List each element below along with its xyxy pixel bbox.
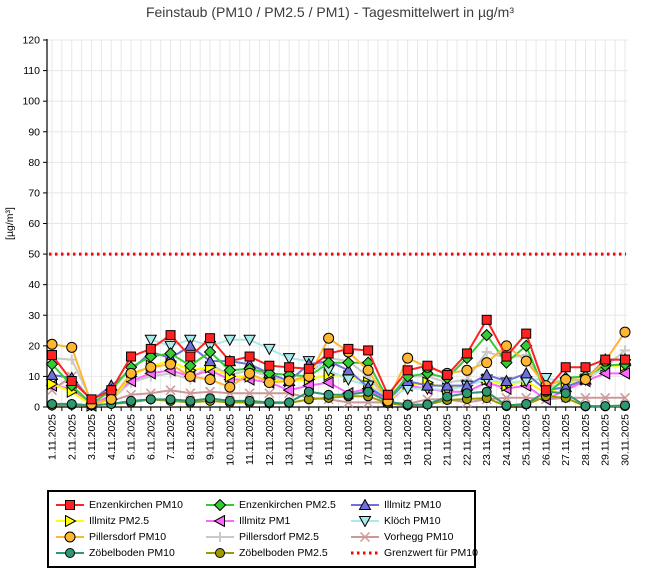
y-axis-title: [µg/m³] [4,207,16,240]
legend-label: Illmitz PM2.5 [89,515,150,527]
legend-marker-illmitz-pm2-5 [55,515,85,527]
svg-text:13.11.2025: 13.11.2025 [283,414,296,466]
legend-marker-grenzwert-f-r-pm10 [350,547,380,559]
svg-text:6.11.2025: 6.11.2025 [145,414,158,460]
legend-marker-z-belboden-pm2-5 [205,547,235,559]
legend-label: Illmitz PM1 [239,515,291,527]
svg-text:22.11.2025: 22.11.2025 [461,414,474,466]
svg-text:90: 90 [28,126,40,139]
svg-text:0: 0 [34,401,40,414]
legend-marker-enzenkirchen-pm2-5 [205,499,235,511]
chart-title: Feinstaub (PM10 / PM2.5 / PM1) - Tagesmittelwert in µg/m³ [145,4,515,20]
svg-text:2.11.2025: 2.11.2025 [66,414,79,460]
legend-item-illmitz-pm10 [350,497,468,513]
legend-item-illmitz-pm1 [205,513,350,529]
svg-text:28.11.2025: 28.11.2025 [579,414,592,466]
svg-text:26.11.2025: 26.11.2025 [540,414,553,466]
svg-text:11.11.2025: 11.11.2025 [244,414,257,465]
svg-text:60: 60 [28,218,40,230]
legend-item-pillersdorf-pm2-5 [205,529,350,545]
legend-label: Vorhegg PM10 [384,531,454,543]
svg-text:12.11.2025: 12.11.2025 [263,414,276,466]
svg-text:10: 10 [28,370,40,383]
chart-legend [47,490,476,568]
svg-text:23.11.2025: 23.11.2025 [481,414,494,466]
svg-text:5.11.2025: 5.11.2025 [125,414,138,460]
svg-text:15.11.2025: 15.11.2025 [323,414,336,466]
legend-item-enzenkirchen-pm2-5 [205,497,350,513]
legend-label: Klöch PM10 [384,515,441,527]
legend-item-pillersdorf-pm10 [55,529,205,545]
legend-marker-pillersdorf-pm10 [55,531,85,543]
legend-item-illmitz-pm2-5 [55,513,205,529]
legend-label: Enzenkirchen PM10 [89,499,183,511]
y-axis-labels [22,35,40,414]
legend-label: Zöbelboden PM2.5 [239,547,328,559]
legend-item-kl-ch-pm10 [350,513,468,529]
svg-text:8.11.2025: 8.11.2025 [184,414,197,460]
svg-text:20.11.2025: 20.11.2025 [421,414,434,466]
legend-marker-illmitz-pm1 [205,515,235,527]
svg-text:19.11.2025: 19.11.2025 [402,414,415,466]
legend-label: Zöbelboden PM10 [89,547,175,559]
legend-item-vorhegg-pm10 [350,529,468,545]
legend-item-z-belboden-pm10 [55,545,205,561]
legend-item-grenzwert-f-r-pm10 [350,545,478,561]
svg-text:16.11.2025: 16.11.2025 [342,414,355,466]
svg-text:120: 120 [22,34,40,47]
svg-text:20: 20 [28,340,40,353]
legend-marker-enzenkirchen-pm10 [55,499,85,511]
legend-label: Pillersdorf PM10 [89,531,167,543]
svg-text:100: 100 [22,95,40,108]
svg-text:29.11.2025: 29.11.2025 [599,414,612,466]
legend-label: Illmitz PM10 [384,499,442,511]
svg-text:30: 30 [28,309,40,322]
legend-label: Enzenkirchen PM2.5 [239,499,336,511]
svg-text:18.11.2025: 18.11.2025 [382,414,395,466]
legend-marker-z-belboden-pm10 [55,547,85,559]
svg-text:17.11.2025: 17.11.2025 [362,414,375,466]
svg-text:4.11.2025: 4.11.2025 [105,414,118,460]
legend-marker-kl-ch-pm10 [350,515,380,527]
svg-text:7.11.2025: 7.11.2025 [165,414,178,460]
svg-text:1.11.2025: 1.11.2025 [46,414,59,460]
svg-text:9.11.2025: 9.11.2025 [204,414,217,460]
svg-text:30.11.2025: 30.11.2025 [619,414,632,466]
svg-text:3.11.2025: 3.11.2025 [86,414,99,460]
legend-item-z-belboden-pm2-5 [205,545,350,561]
svg-text:21.11.2025: 21.11.2025 [441,414,454,466]
x-axis-labels [47,414,632,466]
legend-item-enzenkirchen-pm10 [55,497,205,513]
svg-text:50: 50 [28,248,40,261]
svg-text:110: 110 [23,65,40,78]
svg-text:14.11.2025: 14.11.2025 [303,414,316,466]
svg-text:10.11.2025: 10.11.2025 [224,414,237,466]
legend-marker-vorhegg-pm10 [350,531,380,543]
svg-text:27.11.2025: 27.11.2025 [560,414,573,466]
svg-text:25.11.2025: 25.11.2025 [520,414,533,466]
legend-label: Pillersdorf PM2.5 [239,531,319,543]
legend-marker-pillersdorf-pm2-5 [205,531,235,543]
svg-text:24.11.2025: 24.11.2025 [500,413,513,466]
svg-text:80: 80 [28,156,40,169]
svg-text:70: 70 [28,187,40,200]
legend-marker-illmitz-pm10 [350,499,380,511]
legend-label: Grenzwert für PM10 [384,547,478,559]
svg-text:40: 40 [28,279,40,292]
